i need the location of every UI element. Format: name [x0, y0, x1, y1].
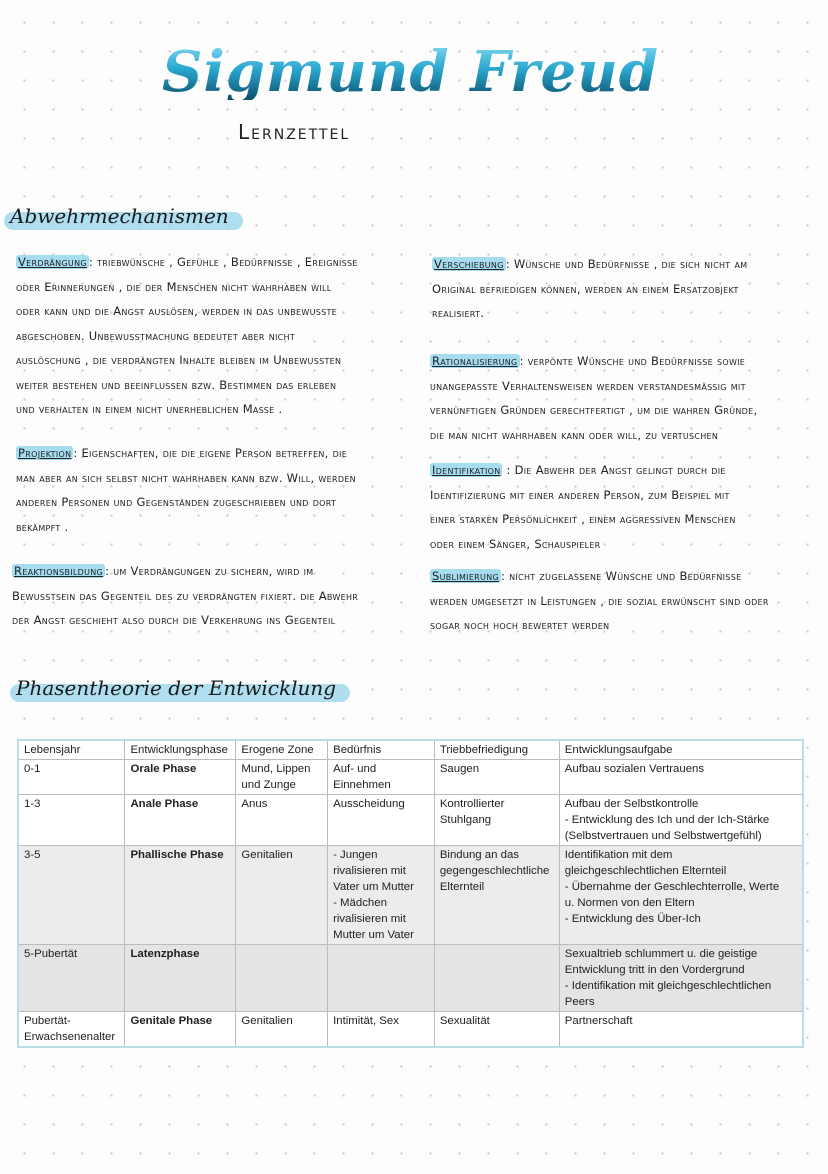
paragraph-line: : Wünsche und Bedürfnisse , die sich nicht am	[505, 257, 748, 271]
cell-line: - Übernahme der Geschlechterrolle, Werte	[564, 881, 780, 893]
paragraph-sublimierung	[430, 564, 817, 638]
cell-line: - Identifikation mit gleichgeschlechtlichen	[564, 980, 772, 992]
cell-line: Entwicklung tritt in den Vordergrund	[564, 964, 745, 976]
paragraph-line: realisiert.	[432, 306, 485, 320]
paragraph-line: abgeschoben. Unbewusstmachung bedeutet aber nicht	[16, 328, 296, 343]
paragraph-line: werden umgesetzt in Leistungen , die sozial erwünscht sind oder	[430, 593, 769, 608]
table-row	[18, 846, 803, 945]
paragraph-line: : um Verdrängungen zu sichern, wird im	[105, 564, 314, 578]
table-cell: 3-5	[18, 846, 125, 945]
cell-line: Kontrollierter	[439, 798, 505, 810]
table-cell: Pubertät- Erwachsenenalter	[18, 1012, 125, 1048]
paragraph-line: weiter bestehen und beeinflussen bzw. Bestimmen das erleben	[16, 377, 337, 392]
cell-line: gegengeschlechtliche	[439, 865, 550, 877]
cell-line: Bindung an das	[439, 849, 519, 861]
paragraph-projektion	[16, 441, 406, 539]
cell-line: Mund, Lippen	[241, 763, 311, 775]
table-cell	[328, 760, 435, 795]
table-cell	[236, 760, 328, 795]
table-cell: Orale Phase	[125, 760, 236, 795]
table-cell	[236, 945, 328, 1012]
cell-line: Elternteil	[439, 881, 485, 893]
paragraph-line: vernünftigen Gründen gerechtfertigt , um die wahren Gründe,	[430, 403, 758, 417]
cell-line: Saugen	[439, 763, 480, 775]
cell-line: - Entwicklung des Über-Ich	[564, 913, 701, 925]
cell-line: Peers	[564, 996, 595, 1008]
paragraph-line: : Eigenschaften, die die eigene Person betreffen, die	[73, 446, 348, 460]
paragraph-line: : nicht zugelassene Wünsche und Bedürfnisse	[500, 569, 742, 583]
paragraph-line: oder kann und die Angst auslösen, werden in das unbewusste	[16, 304, 338, 318]
cell-line: - Entwicklung des Ich und der Ich-Stärke	[564, 814, 770, 826]
table-cell	[434, 795, 559, 846]
paragraph-line: einer starken Persönlichkeit , einem aggressiven Menschen	[430, 512, 736, 526]
table-cell: 5-Pubertät	[18, 945, 125, 1012]
table-cell	[559, 1012, 803, 1048]
page-title: Sigmund Freud	[162, 39, 659, 105]
paragraph-rationalisierung	[430, 349, 817, 447]
column-header: Entwicklungsphase	[125, 740, 236, 760]
cell-line: gleichgeschlechtlichen Elternteil	[564, 865, 727, 877]
paragraph-line: Bewusstsein das Gegenteil des zu verdrängten fixiert. die Abwehr	[12, 588, 359, 603]
term-highlight: Verschiebung	[434, 257, 504, 271]
table-row	[18, 945, 803, 1012]
table-cell	[434, 760, 559, 795]
cell-line: Auf- und	[333, 763, 377, 775]
paragraph-line: oder einem Sänger, Schauspieler	[430, 536, 601, 551]
paragraph-line: der Angst geschieht also durch die Verkehrung ins Gegenteil	[12, 613, 336, 627]
column-header: Triebbefriedigung	[434, 740, 559, 760]
table-cell	[434, 945, 559, 1012]
cell-line: Sexualtrieb schlummert u. die geistige	[564, 948, 758, 960]
cell-line: rivalisieren mit	[333, 913, 406, 925]
cell-line: Ausscheidung	[333, 798, 405, 810]
section-heading-abwehrmechanismen: Abwehrmechanismen	[8, 204, 243, 228]
table-cell	[236, 1012, 328, 1048]
term-highlight: Verdrängung	[18, 255, 87, 269]
phases-table	[17, 739, 804, 1048]
term-highlight: Sublimierung	[432, 569, 499, 583]
table-cell	[434, 846, 559, 945]
table-cell	[328, 795, 435, 846]
cell-line: Genitalien	[241, 1015, 293, 1027]
page-subtitle: Lernzettel	[238, 120, 351, 144]
paragraph-line: oder Erinnerungen , die der Menschen nicht wahrhaben will	[16, 279, 332, 294]
column-header: Entwicklungsaufgabe	[559, 740, 803, 760]
table-cell	[328, 1012, 435, 1048]
term-highlight: Reaktionsbildung	[14, 564, 104, 578]
cell-line: Anus	[241, 798, 268, 810]
cell-line: Aufbau sozialen Vertrauens	[564, 763, 705, 775]
cell-line: u. Normen von den Eltern	[564, 897, 695, 909]
cell-line: Genitalien	[241, 849, 293, 861]
paragraph-reaktionsbildung	[12, 559, 406, 633]
cell-line: rivalisieren mit	[333, 865, 406, 877]
paragraph-line: : Die Abwehr der Angst gelingt durch die	[502, 463, 726, 477]
cell-line: Stuhlgang	[439, 814, 492, 826]
paragraph-identifikation	[430, 458, 820, 556]
paragraph-verschiebung	[432, 252, 817, 326]
cell-line: Aufbau der Selbstkontrolle	[564, 798, 699, 810]
paragraph-verdraengung	[16, 250, 406, 422]
cell-line: Mutter um Vater	[333, 929, 414, 941]
paragraph-line: : triebwünsche , Gefühle , Bedürfnisse , Ereignisse	[88, 255, 358, 269]
paragraph-line: man aber an sich selbst nicht wahrhaben kann bzw. Will, werden	[16, 470, 356, 485]
paragraph-line: : verpönte Wünsche und Bedürfnisse sowie	[519, 354, 746, 368]
cell-line: Vater um Mutter	[333, 881, 414, 893]
cell-line: Intimität, Sex	[333, 1015, 399, 1027]
paragraph-line: Identifizierung mit einer anderen Person, zum Beispiel mit	[430, 487, 730, 502]
table-cell: 1-3	[18, 795, 125, 846]
cell-line: und Zunge	[241, 779, 296, 791]
column-header: Erogene Zone	[236, 740, 328, 760]
cell-line: (Selbstvertrauen und Selbstwertgefühl)	[564, 830, 762, 842]
table-cell: Latenzphase	[125, 945, 236, 1012]
table-row	[18, 1012, 803, 1048]
paragraph-line: sogar noch hoch bewertet werden	[430, 618, 610, 632]
table-cell	[559, 795, 803, 846]
paragraph-line: unangepasste Verhaltensweisen werden verstandesmäßig mit	[430, 378, 746, 393]
table-cell: 0-1	[18, 760, 125, 795]
table-cell	[328, 945, 435, 1012]
term-highlight: Identifikation	[432, 463, 501, 477]
cell-line: Sexualität	[439, 1015, 490, 1027]
term-highlight: Rationalisierung	[432, 354, 518, 368]
cell-line: - Jungen	[333, 849, 378, 861]
paragraph-line: die man nicht wahrhaben kann oder will, zu vertuschen	[430, 427, 719, 442]
table-cell	[434, 1012, 559, 1048]
paragraph-line: bekämpft .	[16, 519, 69, 534]
table-cell: Genitale Phase	[125, 1012, 236, 1048]
table-cell	[328, 846, 435, 945]
paragraph-line: und verhalten in einem nicht unerheblichen Maße .	[16, 402, 283, 416]
table-cell	[559, 945, 803, 1012]
table-row	[18, 760, 803, 795]
paragraph-line: anderen Personen und Gegenständen zugeschrieben und dort	[16, 495, 337, 509]
cell-line: Einnehmen	[333, 779, 391, 791]
table-cell	[559, 760, 803, 795]
cell-line: Identifikation mit dem	[564, 849, 673, 861]
table-cell: Phallische Phase	[125, 846, 236, 945]
cell-line: Partnerschaft	[564, 1015, 633, 1027]
paragraph-line: auslöschung , die verdrängten Inhalte bleiben im Unbewussten	[16, 353, 342, 367]
table-cell	[236, 795, 328, 846]
table-cell: Anale Phase	[125, 795, 236, 846]
table-cell	[559, 846, 803, 945]
paragraph-line: Original befriedigen können, werden an einem Ersatzobjekt	[432, 281, 739, 296]
table-cell	[236, 846, 328, 945]
cell-line: - Mädchen	[333, 897, 387, 909]
column-header: Bedürfnis	[328, 740, 435, 760]
term-highlight: Projektion	[18, 446, 72, 460]
table-row	[18, 795, 803, 846]
section-heading-phasentheorie: Phasentheorie der Entwicklung	[14, 676, 350, 700]
column-header: Lebensjahr	[18, 740, 125, 760]
